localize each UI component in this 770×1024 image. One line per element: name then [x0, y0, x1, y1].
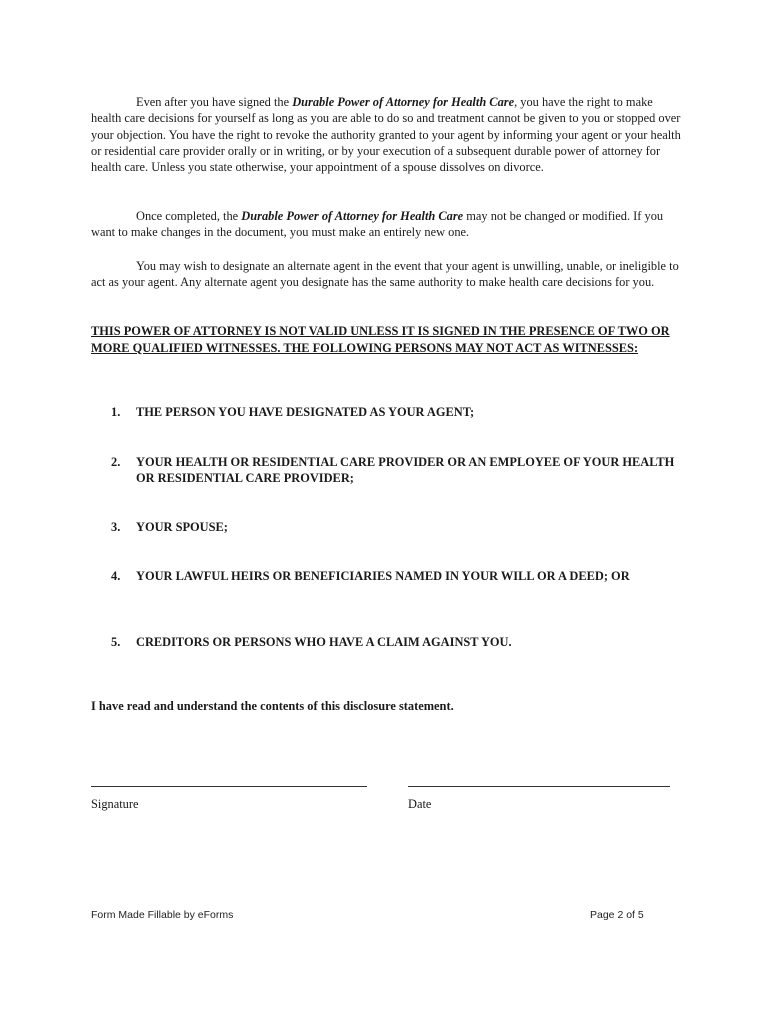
- paragraph-alternate-agent-text: You may wish to designate an alternate agent in the event that your agent is unwilling, unable, or ineligible to act as your agent. Any alternate agent you designate has the same authority to make health care decisions for you.: [91, 259, 679, 290]
- signature-line[interactable]: [91, 786, 367, 787]
- paragraph-rights: [91, 94, 681, 175]
- list-item-number: 1.: [111, 405, 121, 419]
- witness-warning: THIS POWER OF ATTORNEY IS NOT VALID UNLESS IT IS SIGNED IN THE PRESENCE OF TWO OR MORE QUALIFIED WITNESSES. THE FOLLOWING PERSONS MAY NOT ACT AS WITNESSES:: [91, 324, 670, 355]
- page-number: Page 2 of 5: [590, 909, 644, 921]
- list-item-text: CREDITORS OR PERSONS WHO HAVE A CLAIM AGAINST YOU.: [136, 635, 512, 649]
- document-title-emphasis: Durable Power of Attorney for Health Care: [292, 95, 515, 109]
- list-item: [111, 404, 681, 420]
- date-label: Date: [408, 797, 432, 811]
- list-item-text: YOUR HEALTH OR RESIDENTIAL CARE PROVIDER OR AN EMPLOYEE OF YOUR HEALTH OR RESIDENTIAL CARE PROVIDER;: [136, 455, 675, 486]
- list-item-number: 4.: [111, 569, 121, 583]
- paragraph-completion-pre: Once completed, the: [136, 209, 242, 223]
- acknowledgement-statement: I have read and understand the contents of this disclosure statement.: [91, 699, 454, 713]
- list-item-number: 2.: [111, 455, 121, 469]
- list-item-number: 5.: [111, 635, 121, 649]
- footer-credit: Form Made Fillable by eForms: [91, 909, 234, 921]
- list-item: [111, 634, 681, 650]
- list-item-text: THE PERSON YOU HAVE DESIGNATED AS YOUR AGENT;: [136, 405, 475, 419]
- paragraph-completion-post: may not be changed or modified. If you want to make changes in the document, you must make an entirely new one.: [91, 209, 664, 240]
- paragraph-rights-post: , you have the right to make health care decisions for yourself as long as you are able to do so and treatment cannot be given to you or stopped over your objection. You have the right to revoke the authority granted to your agent by informing your agent or your health or residential care provider orally or in writing, or by your execution of a subsequent durable power of attorney for health care. Unless you state otherwise, your appointment of a spouse dissolves on divorce.: [91, 95, 681, 175]
- document-title-emphasis: Durable Power of Attorney for Health Care: [241, 209, 464, 223]
- list-item: [111, 454, 681, 487]
- paragraph-completion: [91, 208, 681, 241]
- date-line[interactable]: [408, 786, 670, 787]
- list-item-text: YOUR SPOUSE;: [136, 520, 228, 534]
- signature-label: Signature: [91, 797, 139, 811]
- paragraph-alternate-agent: [91, 258, 681, 291]
- list-item: [111, 568, 681, 584]
- list-item: [111, 519, 681, 535]
- paragraph-rights-pre: Even after you have signed the: [136, 95, 293, 109]
- list-item-text: YOUR LAWFUL HEIRS OR BENEFICIARIES NAMED IN YOUR WILL OR A DEED; OR: [136, 569, 630, 583]
- list-item-number: 3.: [111, 520, 121, 534]
